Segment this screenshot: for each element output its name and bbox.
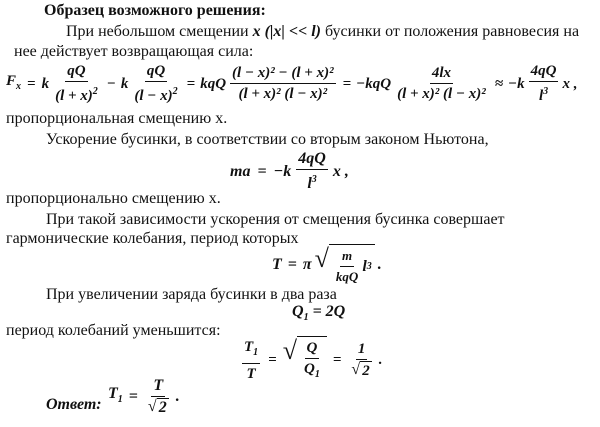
- period-equation: T = π √ $\frac{m}{\text{kqQ}}$ l 3 .: [272, 244, 382, 284]
- intro-suffix: бусинки от положения равновесия на: [324, 23, 580, 40]
- intro-condition: x (|x| << l): [252, 23, 321, 40]
- oscillation-line-2: гармонические колебания, период которых: [6, 230, 299, 247]
- force-equation: [6, 62, 577, 105]
- charge-text: При увеличении заряда бусинки в два раза: [46, 286, 337, 303]
- force-lhs: $F_x$: [6, 72, 22, 92]
- neg-kqQ: −kqQ: [356, 75, 392, 92]
- period-text: период колебаний уменьшится:: [6, 322, 221, 339]
- fraction-5: $\frac{4qQ}{l^3}$: [530, 63, 557, 104]
- proportional-text: пропорциональная смещению x.: [6, 110, 228, 127]
- oscillation-line-1: При такой зависимости ускорения от смещения бусинка совершает: [46, 211, 505, 228]
- ma-fraction: $\frac{4qQ}{l^3}$: [298, 150, 326, 192]
- eq-sign-3: =: [342, 75, 352, 92]
- intro-prefix: При небольшом смещении: [66, 23, 249, 40]
- neg-k: −k: [508, 75, 525, 92]
- kqQ-const: kqQ: [200, 75, 227, 92]
- sqrt-symbol: √ $\frac{m}{\text{kqQ}}$ l 3: [315, 244, 375, 286]
- k-const-2: k: [120, 75, 129, 92]
- ratio-equation: $\frac{T_1}{T}$ = √ $\frac{Q}{Q_1}$ = 1 √ 2 .: [240, 336, 382, 384]
- approx-sign: ≈: [494, 75, 504, 92]
- proportional-text-2: пропорционально смещению x.: [6, 190, 221, 207]
- acceleration-text: Ускорение бусинки, в соответствии со вторым законом Ньютона,: [46, 131, 489, 148]
- eq-sign: =: [27, 75, 36, 92]
- answer-label: Ответ:: [46, 396, 102, 413]
- force-tail: x ,: [562, 75, 578, 92]
- solution-heading: Образец возможного решения:: [44, 2, 266, 19]
- answer-equation: $T_1$ = T √ 2 .: [108, 377, 180, 416]
- fraction-2: $\frac{qQ}{(l - x)^2}$: [134, 63, 178, 104]
- charge-equation: $Q_1 = 2Q$: [292, 303, 346, 324]
- eq-sign-2: =: [186, 75, 196, 92]
- ratio-sqrt: √ $\frac{Q}{Q_1}$: [283, 336, 327, 384]
- intro-line-2: нее действует возвращающая сила:: [14, 43, 254, 60]
- ma-equation: ma = −k $\frac{4qQ}{l^3}$ x ,: [230, 150, 349, 192]
- k-const: k: [41, 75, 50, 92]
- fraction-3: $\frac{\text{(l − x)² − (l + x)²}}{\text{(l + x)² (l − x)²}}$: [232, 65, 334, 102]
- minus-sign: −: [106, 75, 116, 92]
- fraction-1: $\frac{qQ}{(l + x)^2}$: [55, 63, 98, 104]
- intro-line-1: [66, 23, 579, 41]
- fraction-4: $\frac{4lx}{\text{(l + x)² (l − x)²}}$: [397, 65, 486, 102]
